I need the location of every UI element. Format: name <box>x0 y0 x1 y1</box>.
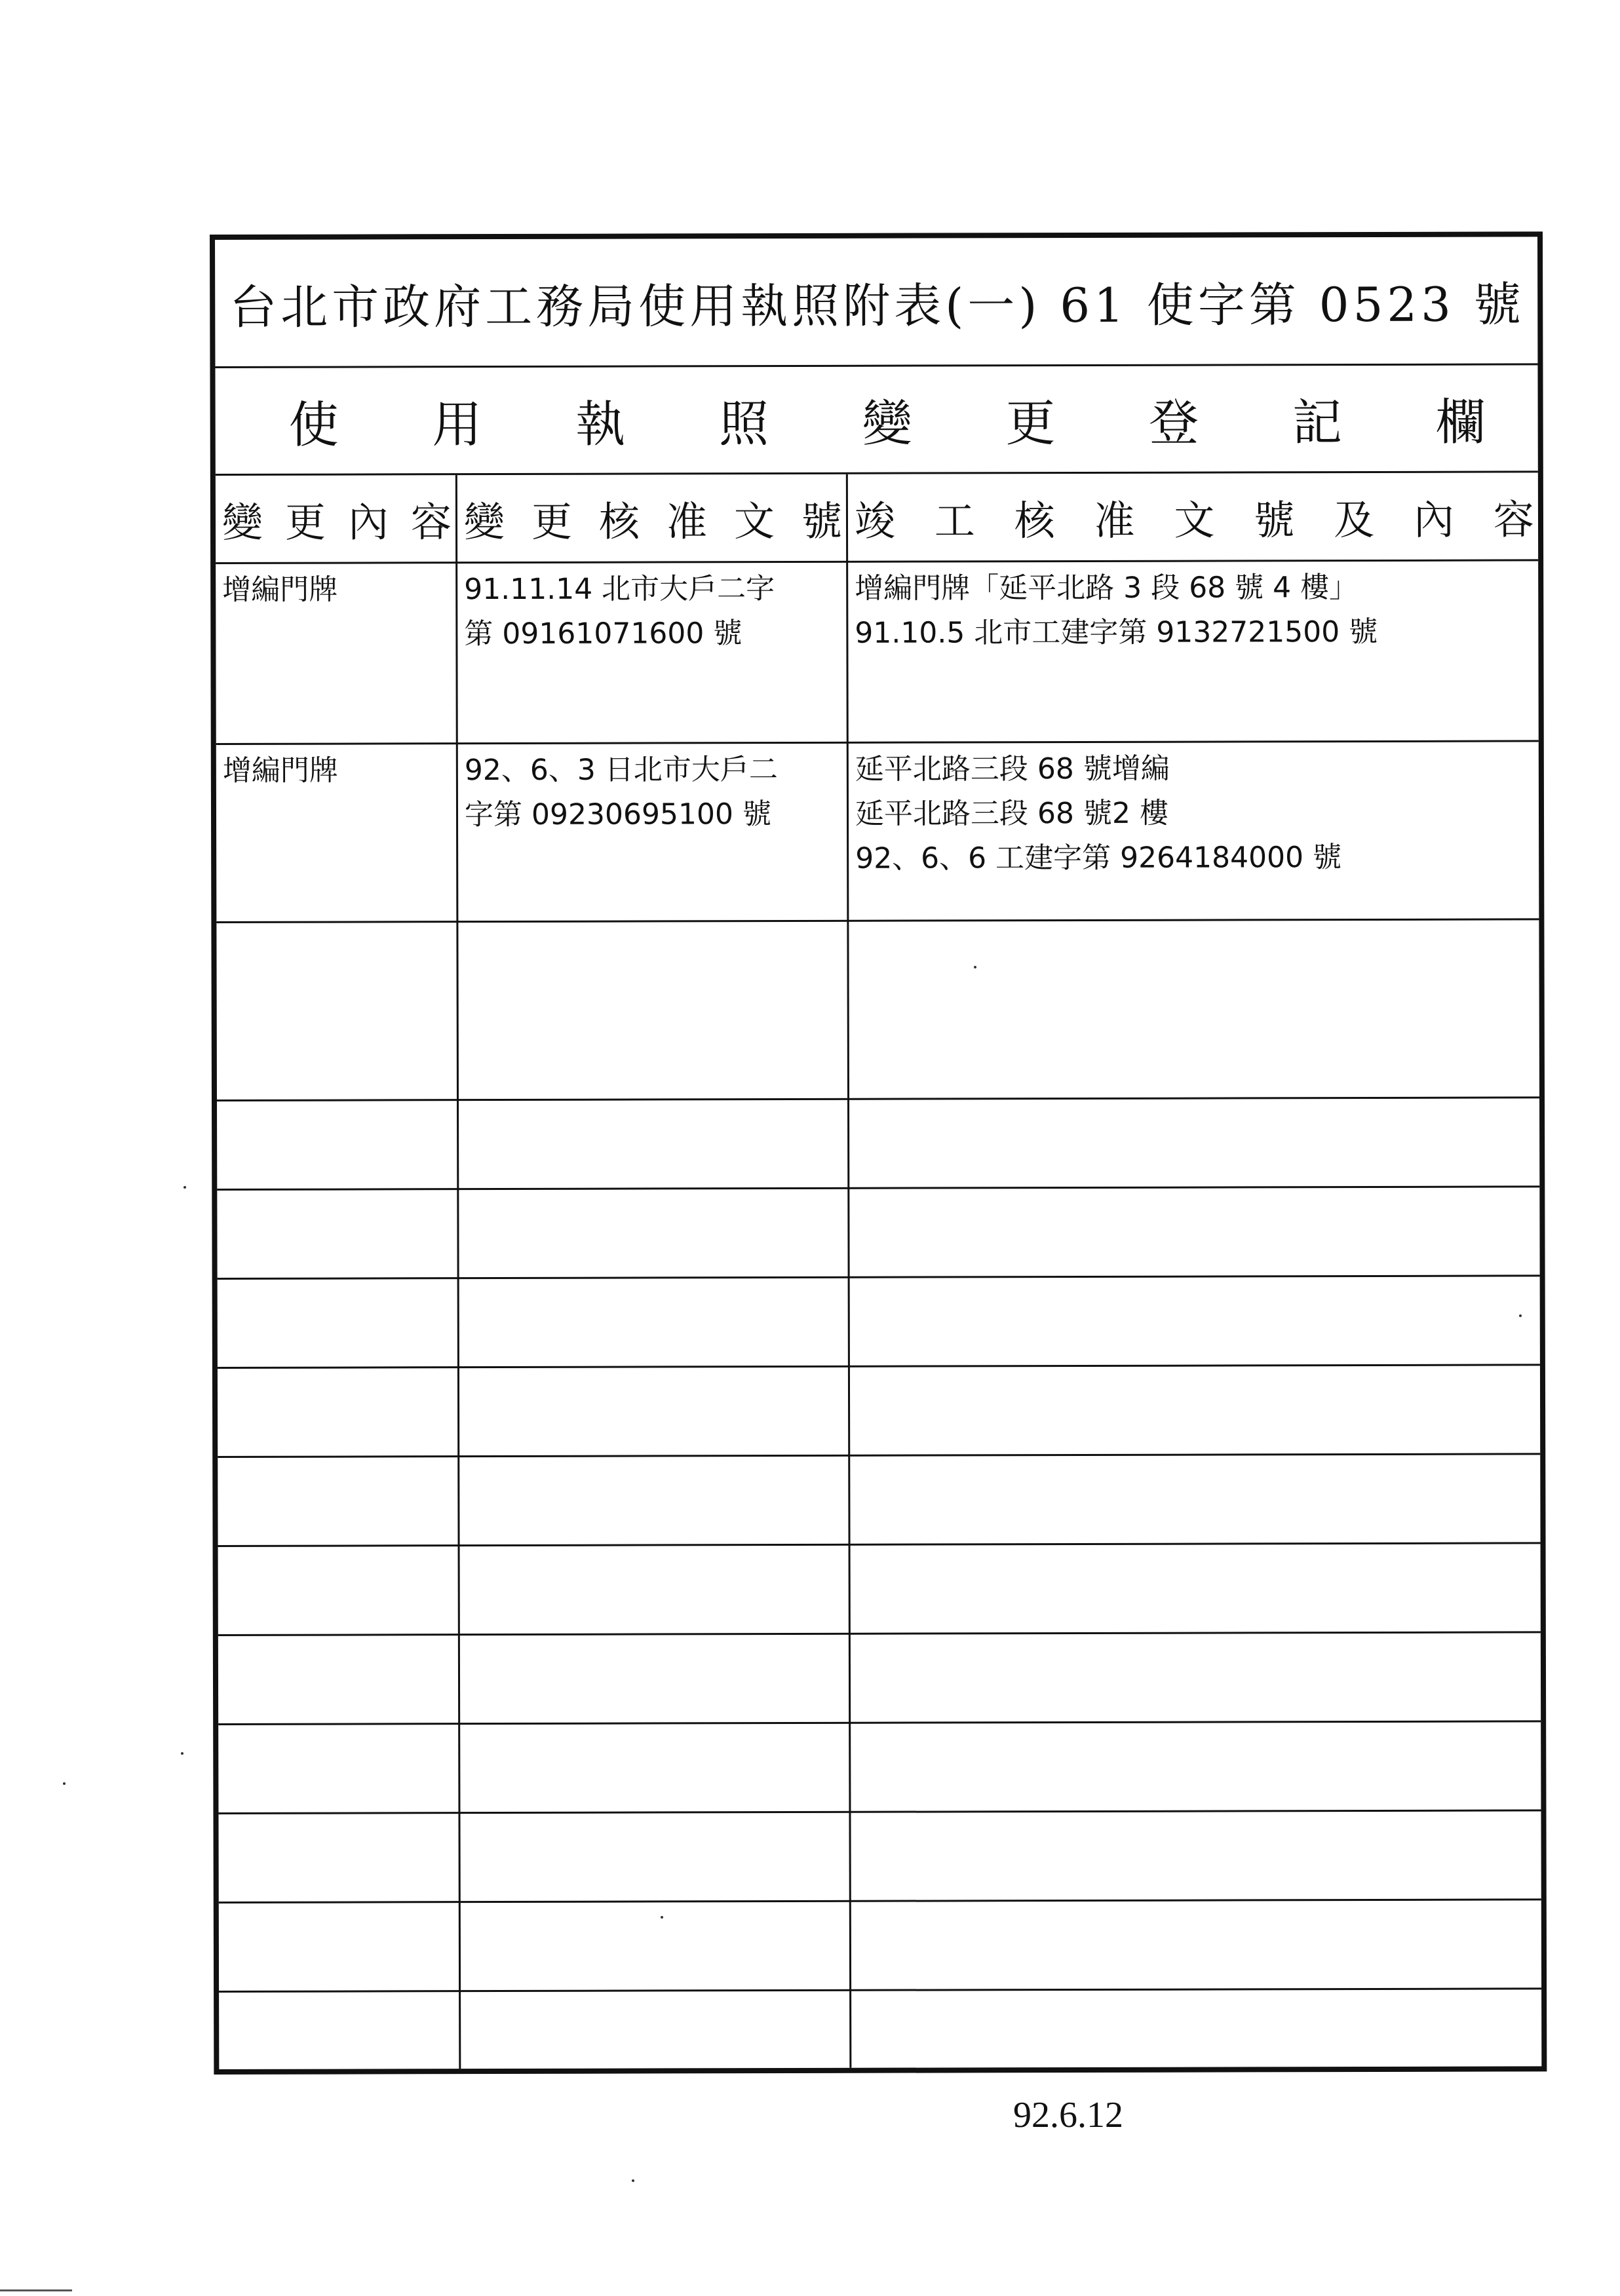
row-divider <box>218 1274 1540 1280</box>
registration-table <box>210 231 1547 2075</box>
header-char: 及 <box>1334 495 1375 544</box>
cell-line: 增編門牌「延平北路 3 段 68 號 4 樓」 <box>855 571 1359 605</box>
row-divider <box>218 1542 1541 1547</box>
table-row-2-content <box>216 744 457 921</box>
header-char: 准 <box>666 497 708 545</box>
row-divider <box>218 1364 1540 1369</box>
header-char: 更 <box>284 498 326 546</box>
header-char: 容 <box>410 497 452 546</box>
header-char: 更 <box>531 497 573 546</box>
scan-speck <box>183 1186 186 1189</box>
banner-char: 更 <box>1005 394 1056 453</box>
header-char: 號 <box>1254 495 1295 544</box>
header-char: 工 <box>934 496 975 545</box>
header-char: 內 <box>347 497 389 546</box>
column-header-approval <box>457 474 846 562</box>
header-char: 竣 <box>854 497 896 545</box>
scan-speck <box>974 966 976 968</box>
banner-char: 變 <box>862 394 912 453</box>
row-divider <box>218 1809 1541 1814</box>
header-char: 容 <box>1493 495 1534 544</box>
table-row-1-content <box>216 564 456 743</box>
column-header-completion <box>848 472 1538 560</box>
banner-char: 使 <box>288 395 339 454</box>
header-char: 變 <box>463 497 505 546</box>
scan-speck <box>1519 1314 1522 1317</box>
footer-date: 92.6.12 <box>1013 2095 1123 2135</box>
cell-line: 增編門牌 <box>222 754 338 788</box>
row-divider <box>217 1096 1539 1101</box>
table-row-1-approval <box>457 563 847 742</box>
banner-char: 記 <box>1292 393 1343 452</box>
header-char: 核 <box>1014 496 1055 545</box>
section-banner <box>215 365 1537 476</box>
cell-line: 92、6、3 日北市大戶二 <box>464 753 778 788</box>
column-header-content <box>216 475 455 562</box>
cell-line: 延平北路三段 68 號增編 <box>855 752 1170 786</box>
row-divider <box>218 1453 1540 1458</box>
cell-line: 91.10.5 北市工建字第 9132721500 號 <box>855 615 1378 650</box>
cell-line: 91.11.14 北市大戶二字 <box>464 572 775 607</box>
table-grid <box>216 472 1542 2069</box>
row-divider <box>219 1898 1541 1904</box>
banner-char: 登 <box>1149 393 1199 452</box>
scan-speck <box>632 2179 634 2182</box>
banner-char: 執 <box>575 394 626 453</box>
header-char: 文 <box>1174 496 1215 545</box>
scan-speck <box>181 1752 183 1755</box>
header-char: 核 <box>598 497 640 546</box>
row-divider <box>219 1987 1541 1993</box>
scan-edge-mark <box>0 2289 72 2291</box>
cell-line: 第 09161071600 號 <box>464 617 742 651</box>
row-divider <box>218 1631 1541 1636</box>
header-char: 內 <box>1413 495 1455 544</box>
row-divider <box>217 1185 1539 1191</box>
header-char: 變 <box>222 498 263 546</box>
banner-char: 照 <box>718 394 769 453</box>
header-char: 號 <box>801 497 843 545</box>
scan-speck <box>661 1916 663 1919</box>
table-row-2-completion <box>849 742 1539 919</box>
document-title: 台北市政府工務局使用執照附表(一) 61 使字第 0523 號 <box>215 237 1537 368</box>
table-row-1-completion <box>848 561 1539 741</box>
banner-char: 欄 <box>1435 392 1486 451</box>
scan-speck <box>63 1782 66 1785</box>
cell-line: 延平北路三段 68 號2 樓 <box>855 796 1169 831</box>
cell-line: 字第 09230695100 號 <box>464 797 771 832</box>
banner-char: 用 <box>432 395 482 454</box>
header-char: 文 <box>733 497 775 545</box>
row-divider <box>218 1720 1541 1725</box>
cell-line: 增編門牌 <box>222 573 338 607</box>
header-char: 准 <box>1094 496 1135 545</box>
cell-line: 92、6、6 工建字第 9264184000 號 <box>855 841 1342 875</box>
table-row-2-approval <box>458 744 847 921</box>
